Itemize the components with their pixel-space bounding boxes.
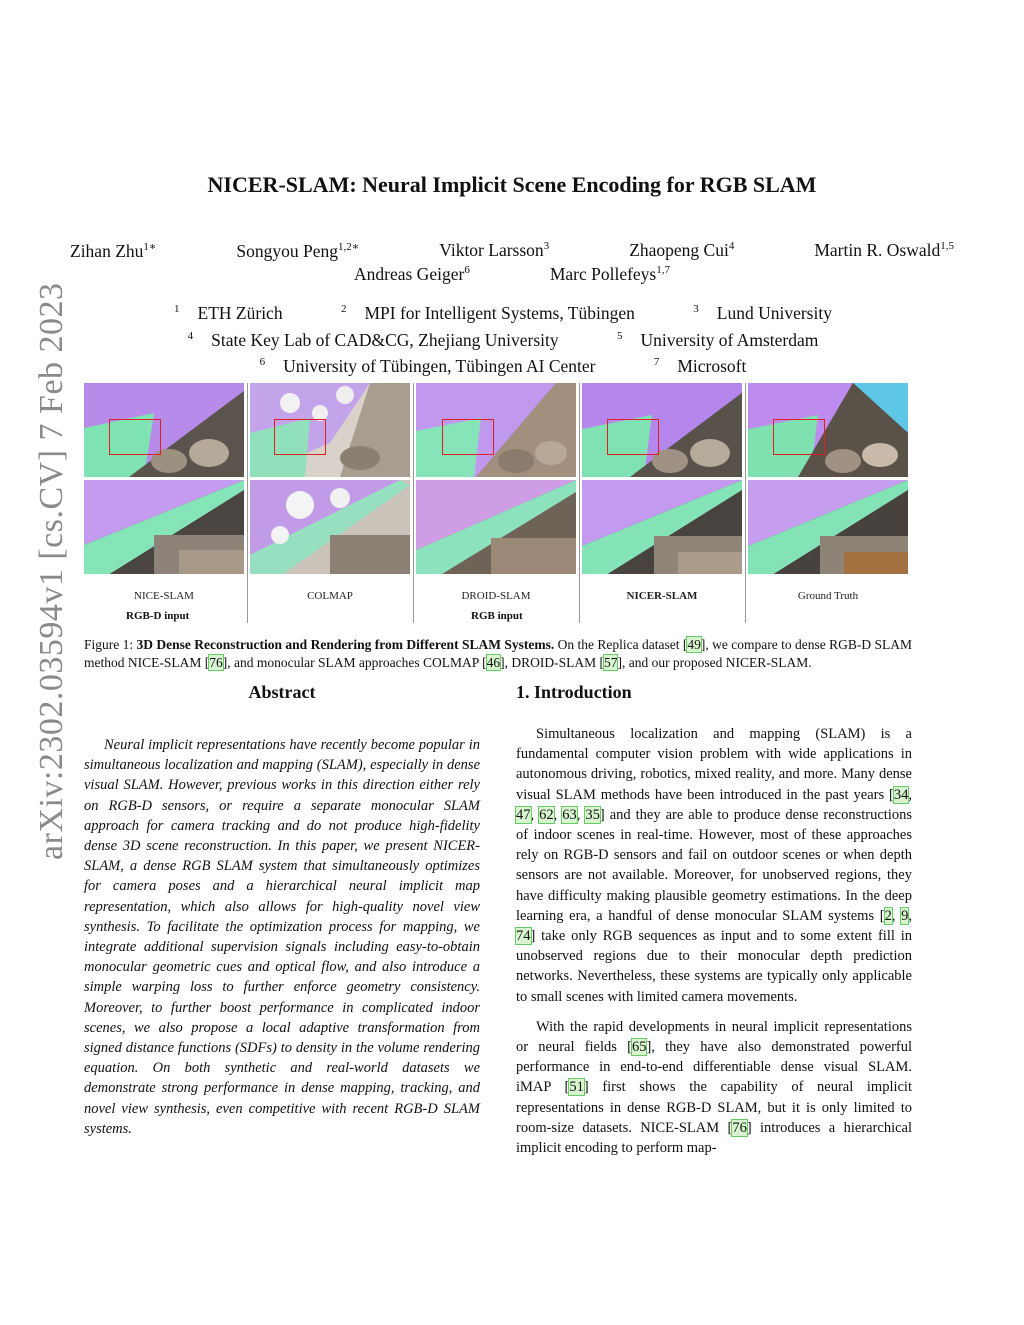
render-overview-image	[748, 383, 908, 477]
render-zoom-image	[748, 480, 908, 574]
figure-divider	[413, 383, 414, 623]
citation-link[interactable]: 57	[603, 655, 618, 670]
introduction-heading: 1. Introduction	[516, 682, 632, 702]
citation-link[interactable]: 62	[539, 806, 554, 823]
author: Zihan Zhu$^{1∗}$	[70, 240, 157, 261]
affiliation-list	[0, 298, 1024, 378]
citation-link[interactable]: 46	[486, 655, 501, 670]
render-overview-image	[582, 383, 742, 477]
input-group-label: RGB-D input	[126, 610, 190, 622]
method-label: NICE-SLAM	[134, 590, 194, 602]
citation-link[interactable]: 76	[732, 1119, 747, 1136]
figure-divider	[579, 383, 580, 623]
render-zoom-image	[84, 480, 244, 574]
method-label: Ground Truth	[797, 590, 859, 602]
author: Zhaopeng Cui$^4$	[629, 240, 735, 260]
author: Marc Pollefeys$^{1,7}$	[549, 263, 670, 284]
author-row-1	[70, 240, 954, 262]
author: Andreas Geiger$^6$	[354, 263, 470, 284]
figure-divider	[745, 383, 746, 623]
method-label: COLMAP	[307, 590, 353, 602]
introduction-paragraph-1: Simultaneous localization and mapping (SLAM) is a fundamental computer vision problem with wide applications in autonomous driving, robotics, mixed reality, and more. Many dense visual SLAM methods have been introduced in the past years [34, 47, 62, 63, 35] and they are able to produce dense reconstructions of indoor scenes in real-time. However, most of these approaches rely on RGB-D sensors and fail on outdoor scenes or when depth sensors are not available. Moreover, for unobserved regions, they have difficulty making plausible geometry estimations. In the deep learning era, a handful of dense monocular SLAM systems [2, 9, 74] take only RGB sequences as input and to some extent fill in unobserved regions due to their monocular depth prediction networks. Nevertheless, these systems are typically only applicable to small scenes with limited camera movements.	[516, 726, 912, 1005]
figure-caption: Figure 1: 3D Dense Reconstruction and Rendering from Different SLAM Systems. On the Replica dataset [49], we compare to dense RGB-D SLAM method NICE-SLAM [76], and monocular SLAM approaches COLMAP [46], DROID-SLAM [57], and our proposed NICER-SLAM.	[84, 637, 913, 670]
author: Songyou Peng$^{1,2∗}$	[236, 240, 360, 261]
render-zoom-image	[582, 480, 742, 574]
render-zoom-image	[416, 480, 576, 574]
input-group-label: RGB input	[471, 610, 523, 622]
citation-link[interactable]: 9	[901, 907, 909, 924]
citation-link[interactable]: 51	[569, 1079, 584, 1096]
citation-link[interactable]: 47	[516, 806, 531, 823]
author-row-2	[70, 264, 954, 285]
citation-link[interactable]: 35	[585, 806, 600, 823]
method-label: NICER-SLAM	[626, 590, 698, 602]
method-label: DROID-SLAM	[461, 590, 531, 602]
author: Martin R. Oswald$^{1,5}$	[814, 240, 954, 260]
abstract-body: Neural implicit representations have recently become popular in simultaneous localization and mapping (SLAM), especially in dense visual SLAM. However, previous works in this direction either rely on RGB-D sensors, or require a separate monocular SLAM approach for camera tracking and do not produce high-fidelity dense 3D scene reconstruction. In this paper, we present NICER-SLAM, a dense RGB SLAM system that simultaneously optimizes for camera poses and a hierarchical neural implicit map representation, which also allows for high-quality novel view synthesis. To facilitate the optimization process for mapping, we integrate additional supervision signals including easy-to-obtain monocular geometric cues and optical flow, and also introduce a simple warping loss to further enforce geometry consistency. Moreover, to further boost performance in complicated indoor scenes, we also propose a local adaptive transformation from signed distance functions (SDFs) to density in the volume rendering equation. On both synthetic and real-world datasets we demonstrate strong performance in dense mapping, tracking, and novel view synthesis, even competitive with recent RGB-D SLAM systems.	[84, 737, 480, 1137]
citation-link[interactable]: 2	[884, 907, 892, 924]
affiliation-line-3: $^6$ University of Tübingen, Tübingen AI Center $^7$ Microsoft	[259, 356, 747, 377]
figure-1	[84, 383, 910, 628]
affiliation-line-1: $^1$ ETH Zürich $^2$ MPI for Intelligent Systems, Tübingen $^3$ Lund University	[174, 302, 832, 323]
author: Viktor Larsson$^3$	[439, 240, 550, 260]
citation-link[interactable]: 34	[893, 786, 909, 803]
citation-link[interactable]: 65	[631, 1039, 647, 1056]
figure-divider	[247, 383, 248, 623]
citation-link[interactable]: 49	[687, 637, 701, 652]
render-overview-image	[84, 383, 244, 477]
render-zoom-image	[250, 480, 410, 574]
render-overview-image	[250, 383, 410, 477]
arxiv-identifier: arXiv:2302.03594v1 [cs.CV] 7 Feb 2023	[33, 282, 70, 860]
affiliation-line-2: $^4$ State Key Lab of CAD&CG, Zhejiang University $^5$ University of Amsterdam	[187, 329, 819, 350]
citation-link[interactable]: 76	[209, 655, 223, 670]
introduction-paragraph-2: With the rapid developments in neural implicit representations or neural fields [65], they have also demonstrated powerful performance in end-to-end differentiable dense visual SLAM. iMAP [51] first shows the capability of neural implicit representations in dense RGB-D SLAM, but it is only limited to room-size datasets. NICE-SLAM [76] introduces a hierarchical implicit encoding to perform map-	[516, 1018, 912, 1157]
citation-link[interactable]: 63	[562, 806, 577, 823]
author-list	[70, 240, 954, 285]
citation-link[interactable]: 74	[516, 928, 531, 945]
render-overview-image	[416, 383, 576, 477]
introduction-body	[516, 724, 912, 1158]
paper-title: NICER-SLAM: Neural Implicit Scene Encoding for RGB SLAM	[207, 172, 817, 197]
abstract-heading: Abstract	[248, 682, 316, 702]
